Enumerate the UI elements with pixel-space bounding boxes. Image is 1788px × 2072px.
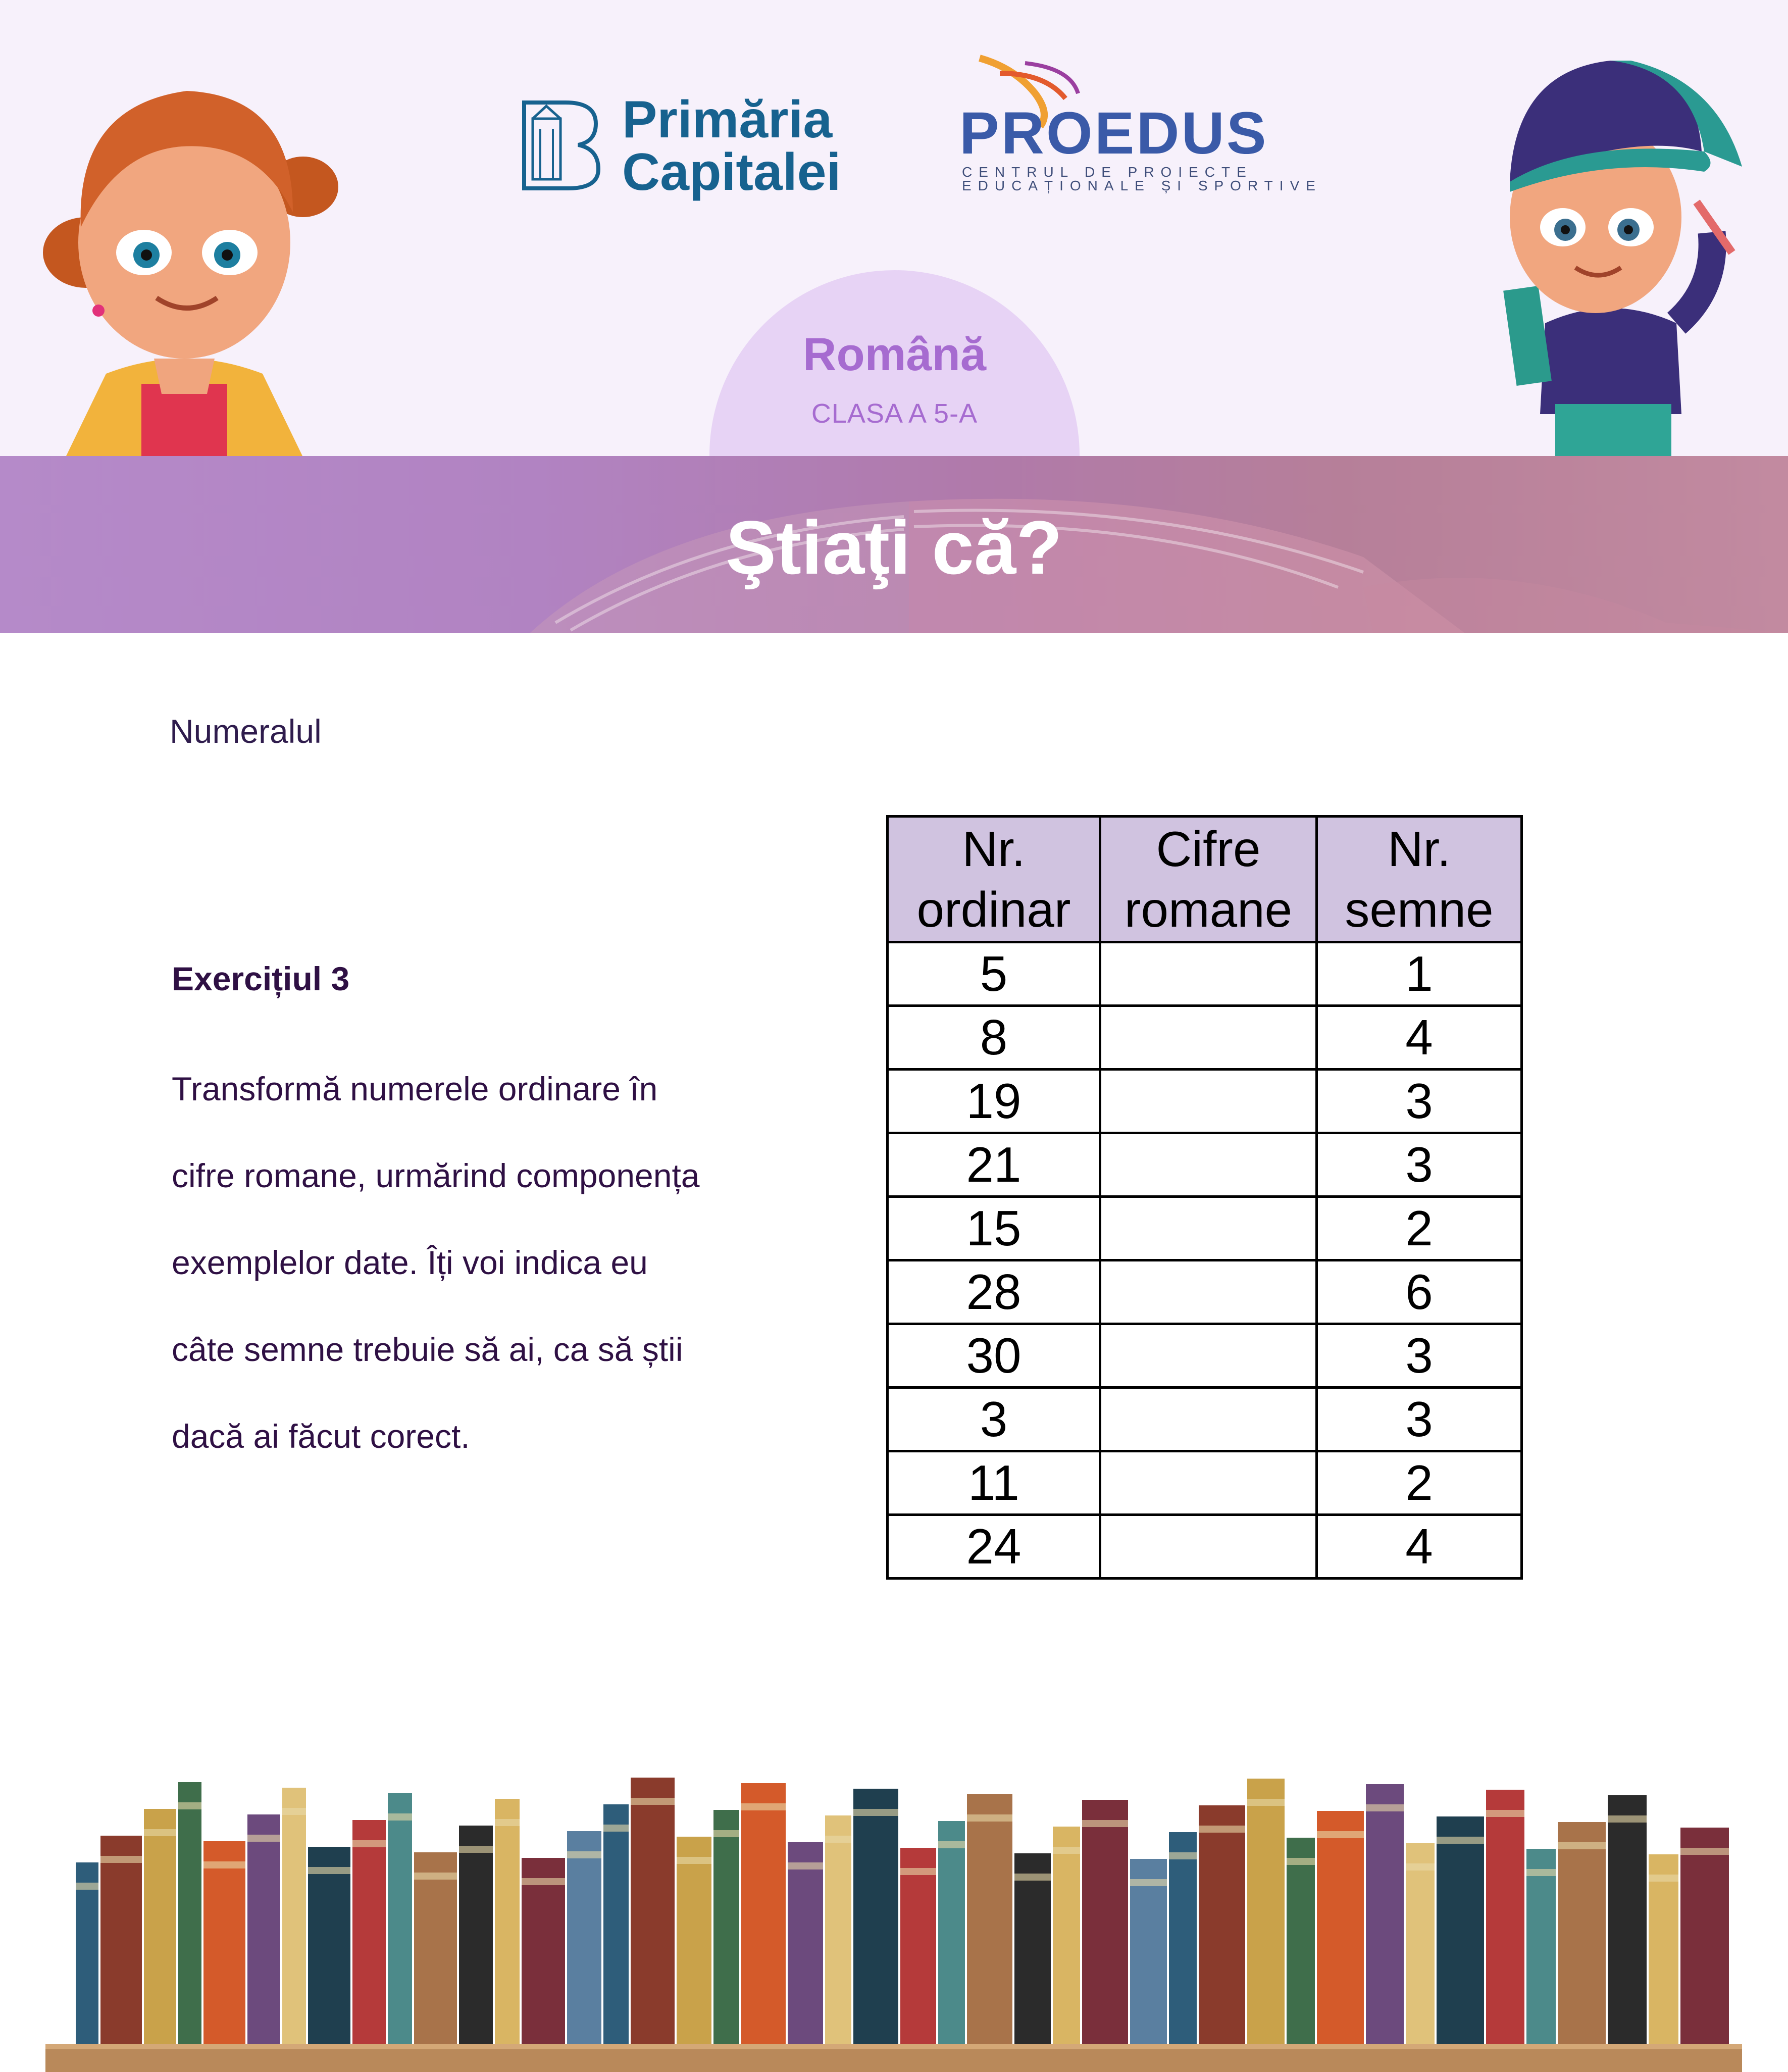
- book-spine-band: [178, 1802, 201, 1809]
- book-spine: [1287, 1838, 1315, 2044]
- table-row: [888, 1451, 1522, 1515]
- table-row: [888, 1260, 1522, 1324]
- subject-title: Română: [803, 329, 986, 380]
- book-spine-band: [1130, 1879, 1167, 1886]
- table-row: [888, 1006, 1522, 1070]
- book-spine-band: [495, 1819, 520, 1826]
- book-spine: [495, 1799, 520, 2044]
- roman-answer-cell[interactable]: [1100, 1260, 1317, 1324]
- book-spine: [414, 1852, 457, 2044]
- book-spine: [308, 1847, 350, 2044]
- instruction-line: dacă ai făcut corect.: [172, 1418, 470, 1455]
- book-spine: [938, 1821, 965, 2044]
- ordinal-cell: 19: [888, 1070, 1100, 1133]
- book-spine: [967, 1794, 1012, 2044]
- book-spine-band: [1608, 1815, 1647, 1823]
- book-spine-band: [825, 1836, 851, 1843]
- book-spine-band: [144, 1829, 176, 1836]
- signs-cell: 1: [1317, 942, 1522, 1006]
- book-spine: [1558, 1822, 1606, 2044]
- header-roman: Cifre romane: [1100, 817, 1317, 942]
- book-spine: [1608, 1795, 1647, 2044]
- table-row: [888, 1197, 1522, 1260]
- book-spine-band: [247, 1835, 280, 1842]
- book-spine: [1169, 1832, 1197, 2044]
- proedus-tagline-2: EDUCAȚIONALE ȘI SPORTIVE: [962, 178, 1322, 193]
- signs-cell: 6: [1317, 1260, 1522, 1324]
- book-spine: [459, 1826, 493, 2044]
- book-spine: [1366, 1784, 1404, 2044]
- book-spine-band: [282, 1808, 306, 1815]
- roman-answer-cell[interactable]: [1100, 1324, 1317, 1388]
- signs-cell: 3: [1317, 1324, 1522, 1388]
- book-spine-band: [1366, 1804, 1404, 1811]
- book-spine: [1680, 1828, 1729, 2044]
- table-row: [888, 1133, 1522, 1197]
- book-spine-band: [1287, 1858, 1315, 1865]
- book-spine-band: [1317, 1831, 1364, 1838]
- book-spine: [247, 1814, 280, 2044]
- book-spine: [1199, 1805, 1245, 2044]
- book-spine-band: [713, 1830, 739, 1837]
- book-spine: [677, 1837, 711, 2044]
- book-spine: [1014, 1853, 1051, 2044]
- book-spine: [1247, 1779, 1285, 2044]
- table-header-row: [888, 817, 1522, 942]
- book-spine-band: [938, 1841, 965, 1848]
- ordinal-cell: 5: [888, 942, 1100, 1006]
- book-spine-band: [967, 1814, 1012, 1822]
- proedus-tagline-1: CENTRUL DE PROIECTE: [962, 164, 1253, 180]
- book-spine-band: [1649, 1875, 1678, 1882]
- ordinal-cell: 28: [888, 1260, 1100, 1324]
- instruction-line: câte semne trebuie să ai, ca să știi: [172, 1331, 683, 1368]
- book-spine: [352, 1820, 386, 2044]
- table-row: [888, 1388, 1522, 1451]
- title-banner: [0, 456, 1788, 633]
- primaria-line2: Capitalei: [622, 143, 841, 201]
- book-spine-band: [603, 1825, 629, 1832]
- roman-answer-cell[interactable]: [1100, 1515, 1317, 1579]
- book-spine: [100, 1836, 142, 2044]
- book-spine-band: [1169, 1852, 1197, 1859]
- book-spine: [144, 1809, 176, 2044]
- book-spine-band: [414, 1873, 457, 1880]
- book-spine-band: [1437, 1837, 1484, 1844]
- roman-answer-cell[interactable]: [1100, 1133, 1317, 1197]
- class-label: CLASA A 5-A: [811, 398, 978, 429]
- book-spine-band: [853, 1809, 898, 1816]
- ordinal-cell: 8: [888, 1006, 1100, 1070]
- signs-cell: 2: [1317, 1197, 1522, 1260]
- ordinal-cell: 30: [888, 1324, 1100, 1388]
- ordinal-cell: 15: [888, 1197, 1100, 1260]
- book-spine: [853, 1789, 898, 2044]
- page-header: [0, 0, 1788, 456]
- primaria-logo-icon: [520, 98, 601, 192]
- roman-answer-cell[interactable]: [1100, 1451, 1317, 1515]
- header-ordinal: Nr. ordinar: [888, 817, 1100, 942]
- book-spine-band: [677, 1857, 711, 1864]
- book-spine: [1053, 1827, 1080, 2044]
- book-spine: [713, 1810, 739, 2044]
- roman-answer-cell[interactable]: [1100, 942, 1317, 1006]
- book-spine-band: [203, 1861, 245, 1868]
- table-row: [888, 1070, 1522, 1133]
- book-spine-band: [1486, 1810, 1524, 1817]
- primaria-line1: Primăria: [622, 90, 833, 149]
- book-spine-band: [100, 1856, 142, 1863]
- book-spine: [388, 1793, 412, 2044]
- table-row: [888, 942, 1522, 1006]
- book-spine: [1130, 1859, 1167, 2044]
- book-spine-band: [522, 1878, 565, 1885]
- book-spine-band: [1558, 1842, 1606, 1849]
- table-row: [888, 1324, 1522, 1388]
- header-signs: Nr. semne: [1317, 817, 1522, 942]
- instruction-line: Transformă numerele ordinare în: [172, 1070, 658, 1107]
- book-spine-band: [1199, 1826, 1245, 1833]
- book-spine: [567, 1831, 601, 2044]
- signs-cell: 3: [1317, 1070, 1522, 1133]
- book-spine: [1437, 1816, 1484, 2044]
- boy-character-illustration: [1479, 50, 1742, 456]
- table-row: [888, 1515, 1522, 1579]
- book-spine: [1526, 1849, 1556, 2044]
- book-spine: [203, 1841, 245, 2044]
- ordinal-cell: 21: [888, 1133, 1100, 1197]
- book-spine-band: [900, 1868, 936, 1875]
- signs-cell: 4: [1317, 1006, 1522, 1070]
- book-spine: [178, 1782, 201, 2044]
- book-spine-band: [1014, 1874, 1051, 1881]
- book-spine-band: [631, 1798, 675, 1805]
- book-spine: [900, 1848, 936, 2044]
- book-spine-band: [459, 1846, 493, 1853]
- exercise-instructions: [172, 1045, 828, 1480]
- primaria-logo-text: [622, 90, 841, 201]
- instruction-line: exemplelor date. Îți voi indica eu: [172, 1244, 648, 1281]
- roman-answer-cell[interactable]: [1100, 1070, 1317, 1133]
- bookshelf-illustration: [0, 1767, 1788, 2072]
- book-spine-band: [76, 1883, 98, 1890]
- book-spine: [522, 1858, 565, 2044]
- signs-cell: 3: [1317, 1388, 1522, 1451]
- exercise-title: Exercițiul 3: [172, 960, 350, 997]
- book-spine-band: [1082, 1820, 1128, 1827]
- book-spine-band: [352, 1840, 386, 1847]
- book-spine-band: [1680, 1848, 1729, 1855]
- ordinal-cell: 11: [888, 1451, 1100, 1515]
- exercise-table: [886, 815, 1523, 1580]
- roman-answer-cell[interactable]: [1100, 1197, 1317, 1260]
- book-spine-band: [1247, 1799, 1285, 1806]
- girl-character-illustration: [20, 61, 348, 456]
- instruction-line: cifre romane, urmărind componența: [172, 1157, 700, 1194]
- ordinal-cell: 24: [888, 1515, 1100, 1579]
- book-spine: [741, 1783, 786, 2044]
- book-spine-band: [388, 1813, 412, 1821]
- signs-cell: 3: [1317, 1133, 1522, 1197]
- book-spine-band: [1526, 1869, 1556, 1876]
- book-spine: [603, 1804, 629, 2044]
- book-spine: [1486, 1790, 1524, 2044]
- book-spine-band: [308, 1867, 350, 1874]
- book-spine-band: [1406, 1863, 1435, 1871]
- book-spine: [1649, 1854, 1678, 2044]
- book-spine: [1082, 1800, 1128, 2044]
- topic-label: Numeralul: [170, 713, 322, 750]
- signs-cell: 4: [1317, 1515, 1522, 1579]
- book-spine-band: [1053, 1847, 1080, 1854]
- book-spine: [1317, 1811, 1364, 2044]
- book-spine: [788, 1842, 823, 2044]
- roman-answer-cell[interactable]: [1100, 1388, 1317, 1451]
- book-spine-band: [741, 1803, 786, 1810]
- proedus-logo-text: PROEDUS: [959, 100, 1268, 167]
- ordinal-cell: 3: [888, 1388, 1100, 1451]
- book-spine: [825, 1815, 851, 2044]
- book-spine-band: [567, 1851, 601, 1858]
- book-spine-band: [788, 1862, 823, 1869]
- book-spine: [631, 1778, 675, 2044]
- banner-title: Ştiaţi că?: [726, 505, 1062, 590]
- roman-answer-cell[interactable]: [1100, 1006, 1317, 1070]
- signs-cell: 2: [1317, 1451, 1522, 1515]
- book-spine: [1406, 1843, 1435, 2044]
- book-spine: [282, 1788, 306, 2044]
